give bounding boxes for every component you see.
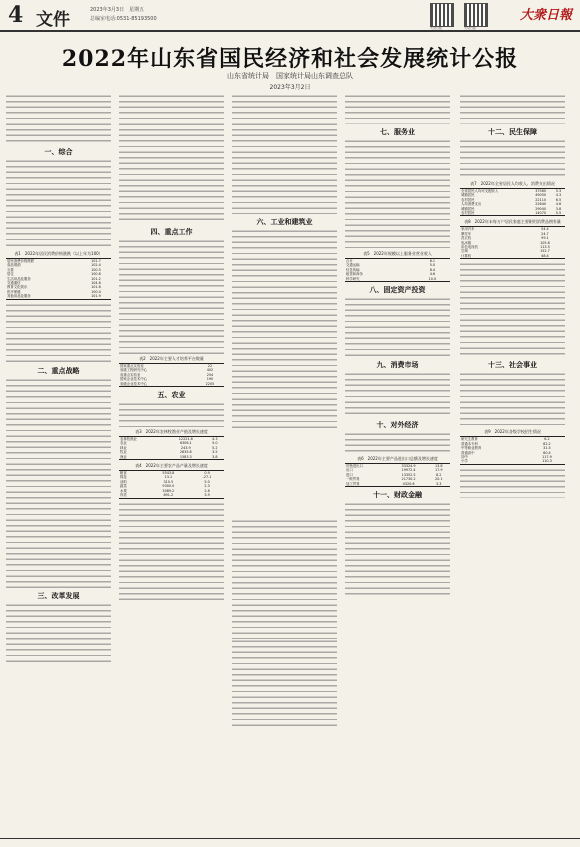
cell-value: 152.7: [540, 249, 550, 254]
data-table: [460, 436, 565, 464]
row-label: 家用汽车: [461, 227, 475, 232]
cell-value: 110.3: [542, 459, 552, 464]
section-heading: 八、固定资产投资: [369, 285, 426, 295]
cell-value: 4320.6: [402, 481, 415, 486]
cell-value: 5.3: [555, 189, 562, 193]
cell-value: 4.3: [555, 193, 562, 198]
cell-value: 13352.5: [401, 472, 416, 477]
row-label: 加工贸易: [346, 481, 360, 486]
cell-value: 3.3: [436, 481, 442, 486]
page-footer-rule: [0, 838, 580, 839]
section-heading: 三、改革发展: [37, 590, 80, 600]
cell-value: 21730.2: [401, 477, 416, 482]
table-row: [119, 455, 224, 460]
cell-value: 24.7: [541, 231, 549, 236]
cell-value: 100.4: [91, 289, 101, 294]
body-text: [345, 372, 450, 417]
row-label: 国家企业技术中心: [120, 377, 148, 382]
body-text: [119, 402, 224, 427]
row-label: 电冰箱: [461, 240, 472, 245]
table-row: [345, 482, 450, 487]
cell-value: 99.1: [541, 236, 549, 241]
row-label: 粮食: [120, 471, 127, 476]
cell-value: 5543.8: [162, 471, 175, 476]
cell-value: 22640: [535, 202, 547, 207]
cell-value: 254: [206, 372, 214, 377]
row-label: 计算机: [461, 253, 472, 258]
row-label: 农村居民: [461, 211, 475, 216]
row-label: 摩托车: [461, 231, 472, 236]
cell-value: 105.8: [540, 240, 550, 245]
row-label: 水果: [120, 488, 127, 493]
table-row: [460, 459, 565, 464]
row-label: 省级工程研究中心: [120, 368, 148, 373]
cell-value: 5.0: [204, 479, 210, 484]
row-label: 进口: [346, 472, 353, 477]
body-text: [119, 94, 224, 224]
table-row: [119, 493, 224, 498]
section-heading: 九、消费市场: [376, 360, 419, 370]
body-text: [345, 139, 450, 249]
cell-value: -27.1: [202, 475, 212, 480]
cell-value: 6.2: [544, 437, 550, 442]
data-table: [119, 436, 224, 460]
row-label: 彩色电视机: [461, 245, 478, 250]
body-text: [119, 502, 224, 602]
row-label: 货物进出口: [346, 464, 363, 469]
body-text: [345, 502, 450, 597]
row-label: 国家重点实验室: [120, 364, 144, 368]
section-heading: 五、农业: [157, 390, 186, 400]
data-table: [460, 188, 565, 216]
row-label: 棉花: [120, 475, 127, 480]
row-label: 科学研究: [346, 276, 360, 281]
cell-value: 6.5: [555, 197, 562, 202]
cell-value: 3.8: [212, 454, 218, 459]
cell-value: 2.3: [204, 484, 210, 489]
cell-value: 17.9: [434, 468, 443, 473]
cell-value: 19972.4: [401, 468, 416, 473]
row-label: 普通高中: [461, 450, 475, 455]
cell-value: 22110: [535, 197, 547, 202]
page-header: [0, 0, 580, 32]
cell-value: 48.4: [541, 253, 549, 258]
release-date: 2023年3月2日: [269, 84, 311, 91]
cell-value: 6306.1: [179, 441, 192, 446]
body-text: [460, 262, 565, 357]
cell-value: 2205: [205, 381, 215, 386]
data-table: [345, 463, 450, 487]
cell-value: 100.8: [91, 272, 101, 277]
section-heading: 十三、社会事业: [488, 360, 537, 370]
section-heading: 一、综合: [44, 147, 73, 156]
row-label: 油料: [120, 479, 127, 484]
body-text: [232, 519, 337, 639]
cell-value: 402: [206, 368, 214, 373]
section-heading: 四、重点工作: [150, 227, 193, 236]
body-text: [6, 603, 111, 663]
table-row: [6, 294, 111, 299]
body-text: [460, 468, 565, 498]
cell-value: 101.7: [91, 259, 101, 263]
page-number: 4: [8, 2, 24, 28]
body-text: [345, 432, 450, 454]
row-label: 农村居民: [461, 197, 475, 202]
cell-value: 13.8: [434, 464, 443, 469]
cell-value: 33324.9: [401, 464, 416, 469]
cell-value: 2835.8: [179, 450, 192, 455]
cell-value: 113.5: [540, 245, 550, 250]
cell-value: 12221.6: [178, 437, 193, 442]
cell-value: 9300.0: [162, 484, 175, 489]
cell-value: 310.5: [163, 479, 174, 484]
row-label: 居民消费价格涨跌: [7, 259, 35, 263]
issue-date: 2023年3月3日 星期五: [90, 7, 145, 13]
editor-phone: 总编室电话:0531-85193500: [90, 16, 157, 22]
cell-value: 82.2: [543, 441, 551, 446]
cell-value: 2.8: [204, 488, 210, 493]
row-label: 教育文化娱乐: [7, 285, 28, 290]
table-row: [119, 382, 224, 387]
row-label: 合计: [346, 259, 353, 263]
table-caption: 表8 2022年末每万户居民家庭主要耐用消费品拥有量: [464, 219, 561, 225]
section-heading: 十、对外经济: [376, 420, 419, 430]
row-label: 信息传输: [346, 267, 360, 272]
row-label: 林业: [120, 445, 127, 450]
row-label: 省级企业技术中心: [120, 381, 148, 386]
data-table: [345, 258, 450, 282]
data-table: [460, 226, 565, 259]
cell-value: 3.5: [212, 450, 218, 455]
table-caption: 表4 2022年主要农产品产量及增长速度: [135, 463, 208, 469]
body-text: [6, 94, 111, 144]
body-text: [6, 159, 111, 249]
cell-value: 6.1: [429, 259, 436, 263]
row-label: 农林牧渔业: [120, 437, 137, 442]
cell-value: 3089.2: [162, 488, 175, 493]
row-label: 中等职业教育: [461, 446, 482, 451]
data-table: [119, 470, 224, 498]
body-text: [460, 94, 565, 124]
row-label: 出口: [346, 468, 353, 473]
column-5: [460, 94, 565, 498]
cell-value: 104.8: [91, 281, 101, 286]
row-label: 居住: [7, 272, 14, 277]
row-label: 洗衣机: [461, 236, 472, 241]
row-label: 生活用品及服务: [7, 276, 31, 281]
row-label: 研究生教育: [461, 437, 478, 442]
column-1: [6, 94, 111, 663]
cell-value: 8.4: [429, 267, 436, 272]
cell-value: 5.0: [212, 441, 218, 446]
cell-value: 4.3: [212, 437, 218, 442]
row-label: 一般贸易: [346, 477, 360, 482]
qr-code-icon: [430, 3, 454, 27]
cell-value: 100.5: [91, 267, 101, 272]
column-4: [345, 94, 450, 597]
cell-value: 102.4: [91, 263, 101, 268]
table-caption: 表9 2022年各级学校招生情况: [484, 429, 541, 435]
cell-value: 29040: [535, 206, 547, 211]
row-label: 初中: [461, 454, 468, 459]
table-caption: 表7 2022年全省居民人均收入、消费支出情况: [470, 181, 555, 186]
cell-value: 31.5: [543, 446, 551, 451]
body-text: [6, 378, 111, 588]
body-text: [6, 303, 111, 363]
table-caption: 表1 2022年居民消费价格涨跌（以上年为100）: [14, 251, 103, 256]
row-label: 蔬菜: [120, 484, 127, 489]
section-heading: 十二、民生保障: [488, 127, 537, 136]
row-label: 城镇居民: [461, 206, 475, 211]
table-row: [460, 211, 565, 216]
cell-value: 0.9: [204, 471, 210, 476]
row-label: 交通运输: [346, 263, 360, 268]
cell-value: 101.9: [91, 294, 101, 299]
row-label: 农业: [120, 441, 127, 446]
body-text: [119, 239, 224, 354]
table-caption: 表5 2022年规模以上服务业营业收入: [363, 251, 432, 256]
cell-value: 4.6: [555, 202, 562, 207]
row-label: 渔业: [120, 454, 127, 459]
table-caption: 表2 2022年主要人才培养平台数量: [139, 356, 204, 361]
row-label: 全省居民人均可支配收入: [461, 189, 499, 193]
cell-value: 1583.3: [179, 454, 192, 459]
column-3: [232, 94, 337, 729]
cell-value: 891.2: [163, 493, 174, 498]
row-label: 牧业: [120, 450, 127, 455]
cell-value: 10.0: [428, 276, 437, 281]
row-label: 小学: [461, 459, 468, 464]
cell-value: 49050: [535, 193, 547, 198]
cell-value: 3.9: [204, 493, 210, 498]
section-heading: 七、服务业: [380, 127, 415, 136]
cell-value: 13.1: [164, 475, 173, 480]
byline: 山东省统计局 国家统计局山东调查总队: [227, 72, 353, 80]
section-name: 文件: [36, 10, 70, 30]
data-table: [6, 258, 111, 300]
column-2: [119, 94, 224, 602]
cell-value: 22: [207, 364, 213, 368]
row-label: 医疗保健: [7, 289, 21, 294]
qr-caption: 大众日报: [464, 26, 477, 30]
cell-value: 54.4: [541, 227, 549, 232]
row-label: 人均消费支出: [461, 202, 482, 207]
cell-value: 8.2: [436, 472, 442, 477]
table-row: [345, 277, 450, 282]
cell-value: 60.4: [543, 450, 551, 455]
cell-value: 3.8: [555, 206, 562, 211]
table-caption: 表3 2022年农林牧渔业产值及增长速度: [135, 429, 208, 435]
page-title: 2022年山东省国民经济和社会发展统计公报: [61, 46, 519, 72]
cell-value: 20.1: [434, 477, 443, 482]
data-table: [119, 363, 224, 387]
row-label: 租赁和商务: [346, 272, 363, 277]
cell-value: 101.2: [91, 276, 101, 281]
table-row: [460, 254, 565, 259]
body-text: [232, 229, 337, 429]
body-text: [460, 372, 565, 427]
newspaper-logo: 大衆日報: [519, 8, 572, 23]
body-text: [345, 94, 450, 124]
row-label: 衣着: [7, 267, 14, 272]
qr-code-icon: [464, 3, 488, 27]
row-label: 食品烟酒: [7, 263, 21, 268]
body-text: [345, 297, 450, 357]
row-label: 其他用品及服务: [7, 294, 31, 299]
body-text: [232, 639, 337, 729]
section-heading: 十一、财政金融: [373, 490, 422, 500]
cell-value: 5.2: [212, 445, 218, 450]
row-label: 省重点实验室: [120, 372, 141, 377]
body-text: [460, 139, 565, 179]
qr-caption: 大众日报: [430, 26, 443, 30]
row-label: 城镇居民: [461, 193, 475, 198]
cell-value: 190: [206, 377, 214, 382]
cell-value: 37560: [535, 189, 547, 193]
cell-value: 243.9: [180, 445, 191, 450]
row-label: 交通通信: [7, 281, 21, 286]
section-heading: 六、工业和建筑业: [256, 217, 313, 226]
row-label: 普通本专科: [461, 441, 478, 446]
cell-value: 14070: [535, 211, 547, 216]
cell-value: 4.6: [429, 272, 436, 277]
section-heading: 二、重点战略: [37, 365, 80, 375]
row-label: 空调: [461, 249, 468, 254]
row-label: 肉类: [120, 493, 127, 498]
cell-value: 5.5: [555, 211, 562, 216]
cell-value: 101.6: [91, 285, 101, 290]
body-text: [232, 94, 337, 214]
table-caption: 表6 2022年主要产品进出口总额及增长速度: [357, 456, 438, 462]
cell-value: 5.0: [429, 263, 436, 268]
cell-value: 117.9: [542, 454, 552, 459]
